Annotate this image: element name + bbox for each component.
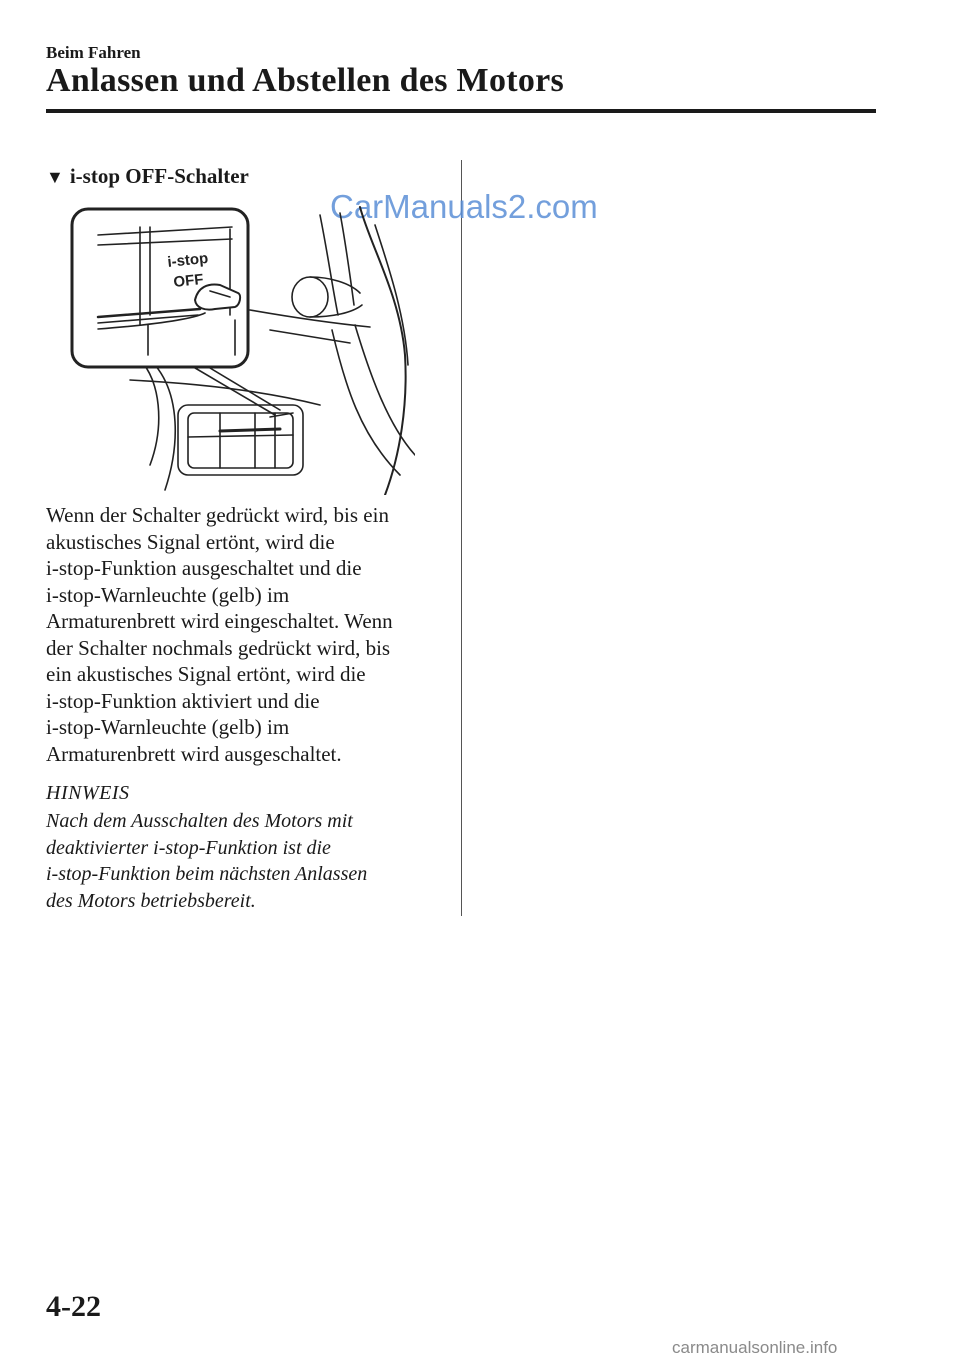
page-number: 4-22 [46,1290,101,1323]
triangle-marker-icon: ▼ [46,167,64,187]
note-text [46,808,446,914]
body-line: Armaturenbrett wird ausgeschaltet. [46,741,342,766]
column-divider [461,160,462,916]
body-line: akustisches Signal ertönt, wird die [46,529,335,554]
switch-illustration [70,205,415,495]
note-line: Nach dem Ausschalten des Motors mit [46,810,353,832]
note-line: deaktivierter i-stop-Funktion ist die [46,836,331,859]
body-line: Armaturenbrett wird eingeschaltet. Wenn [46,609,393,633]
switch-label-line2: OFF [172,270,205,291]
body-line: i-stop-Warnleuchte (gelb) im [46,582,290,607]
body-line: ein akustisches Signal ertönt, wird die [46,662,366,686]
page-title: Anlassen und Abstellen des Motors [46,62,565,99]
title-rule [46,109,876,113]
switch-label-line1: i-stop [166,249,210,271]
body-line: i-stop-Warnleuchte (gelb) im [46,715,290,739]
watermark-bottom: carmanualsonline.info [672,1338,838,1357]
body-line: Wenn der Schalter gedrückt wird, bis ein [46,503,389,527]
body-line: i-stop-Funktion ausgeschaltet und die [46,556,362,580]
section-label: Beim Fahren [46,43,141,62]
body-paragraph [46,502,446,767]
body-line: der Schalter nochmals gedrückt wird, bis [46,635,391,660]
watermark-top: CarManuals2.com [330,188,598,225]
body-line: i-stop-Funktion aktiviert und die [46,688,320,713]
note-line: des Motors betriebsbereit. [46,889,256,912]
subheading-text: i-stop OFF-Schalter [69,164,249,188]
note-heading: HINWEIS [46,782,130,804]
note-line: i-stop-Funktion beim nächsten Anlassen [46,863,368,885]
subheading [46,164,249,189]
